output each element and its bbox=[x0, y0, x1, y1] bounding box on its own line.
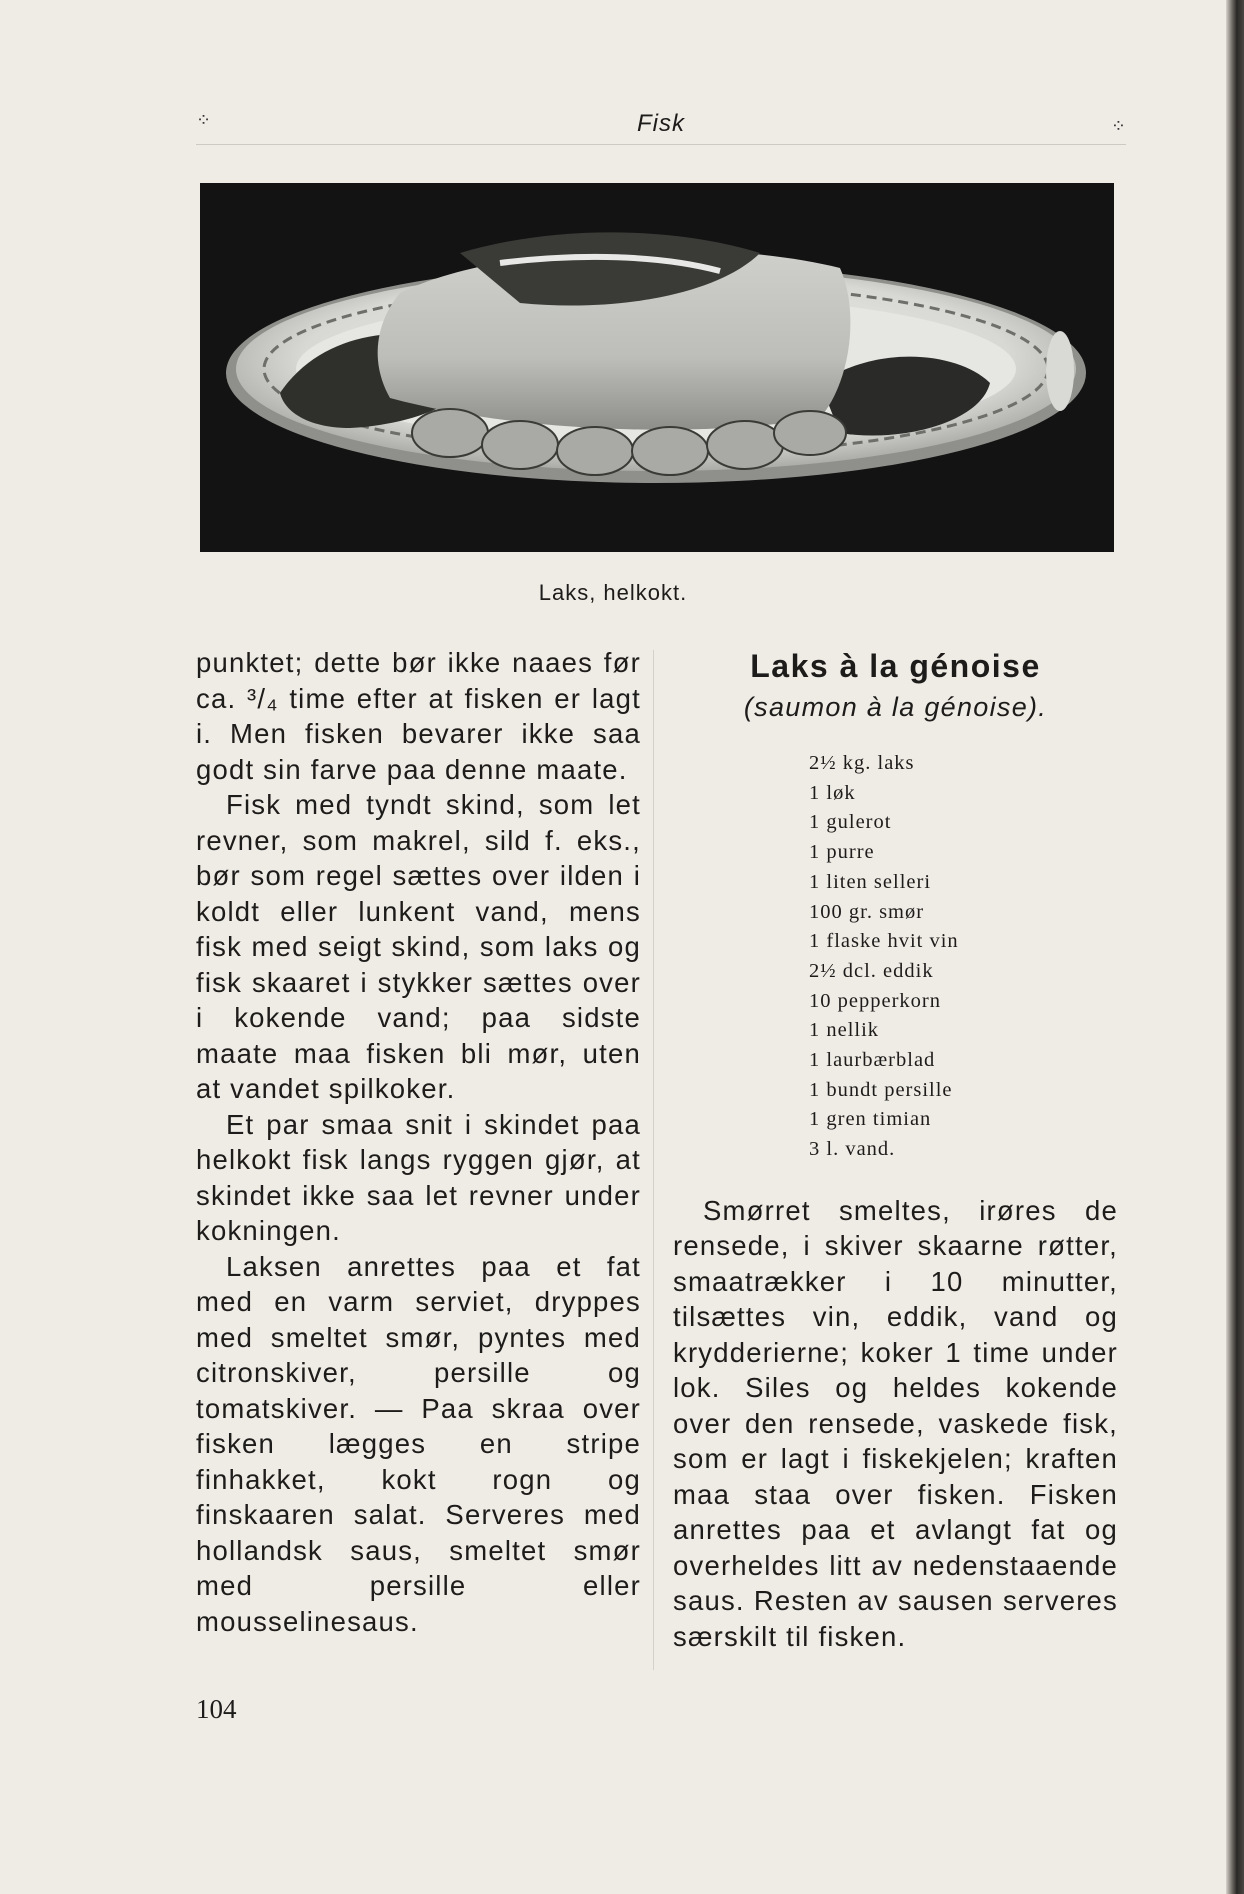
ingredient-item: 2½ dcl. eddik bbox=[809, 959, 934, 982]
ingredient-item: 1 bundt persille bbox=[809, 1078, 953, 1101]
salmon-platter-photo bbox=[200, 183, 1114, 552]
running-header-title: Fisk bbox=[637, 110, 685, 137]
ingredient-item: 1 flaske hvit vin bbox=[809, 930, 959, 953]
ingredient-item: 3 l. vand. bbox=[809, 1138, 896, 1161]
ornament-left-icon: ⁘ bbox=[196, 110, 212, 130]
ingredient-item: 1 løk bbox=[809, 781, 856, 804]
ingredient-item: 10 pepperkorn bbox=[809, 989, 941, 1012]
page-number: 104 bbox=[196, 1694, 237, 1724]
ingredient-item: 1 gulerot bbox=[809, 811, 892, 834]
salmon-platter-illustration bbox=[200, 183, 1114, 552]
paragraph-serving: Laksen anrettes paa et fat med en varm serviet, dryppes med smeltet smør, pyntes med citronskiver, persille og tomatskiver. — Paa skraa over fisken lægges en stripe finhakket, kokt rogn og finskaaren salat. Serveres med hollandsk saus, smeltet smør med persille eller mousselinesaus. bbox=[196, 1250, 641, 1637]
ingredient-item: 2½ kg. laks bbox=[809, 752, 915, 774]
book-spine-edge bbox=[1226, 0, 1244, 1894]
right-text-column bbox=[673, 645, 1118, 1654]
ingredient-item: 1 nellik bbox=[809, 1019, 880, 1042]
ingredient-item: 1 purre bbox=[809, 841, 875, 864]
ingredient-item: 1 gren timian bbox=[809, 1108, 932, 1131]
photo-caption: Laks, helkokt. bbox=[538, 580, 688, 605]
ornament-right-icon: ⁘ bbox=[1110, 116, 1126, 136]
recipe-method: Smørret smeltes, irøres de rensede, i skiver skaarne røtter, smaatrækker i 10 minutter, tilsættes vin, eddik, vand og krydderierne; koker 1 time under lok. Siles og heldes kokende over den rensede, vaskede fisk, som er lagt i fiskekjelen; kraften maa staa over fisken. Fisken anrettes paa et avlangt fat og overheldes litt av nedenstaaende saus. Resten av sausen serveres særskilt til fisken. bbox=[673, 1194, 1118, 1652]
paragraph-thin-skin: Fisk med tyndt skind, som let revner, som makrel, sild f. eks., bør som regel sættes over ilden i koldt eller lunkent vand, mens fisk med seigt skind, som laks og fisk skaaret i stykker sættes over i kokende vand; paa sidste maate maa fisken bli mør, uten at vandet spilkoker. bbox=[196, 789, 641, 1104]
recipe-title: Laks à la génoise bbox=[750, 648, 1041, 684]
paragraph-skin-cuts: Et par smaa snit i skindet paa helkokt fisk langs ryggen gjør, at skindet ikke saa let revner under kokningen. bbox=[196, 1108, 641, 1246]
ingredient-item: 1 liten selleri bbox=[809, 870, 932, 893]
running-header bbox=[196, 104, 1126, 145]
recipe-subtitle: (saumon à la génoise). bbox=[743, 692, 1048, 722]
column-divider bbox=[653, 650, 654, 1670]
left-text-column bbox=[196, 645, 641, 1639]
ingredient-item: 100 gr. smør bbox=[809, 900, 925, 923]
ingredient-list bbox=[809, 749, 1118, 1165]
ingredient-item: 1 laurbærblad bbox=[809, 1049, 936, 1072]
paragraph-continued: punktet; dette bør ikke naaes før ca. ³/₄ time efter at fisken er lagt i. Men fisken bevarer ikke saa godt sin farve paa denne maate. bbox=[196, 647, 641, 785]
